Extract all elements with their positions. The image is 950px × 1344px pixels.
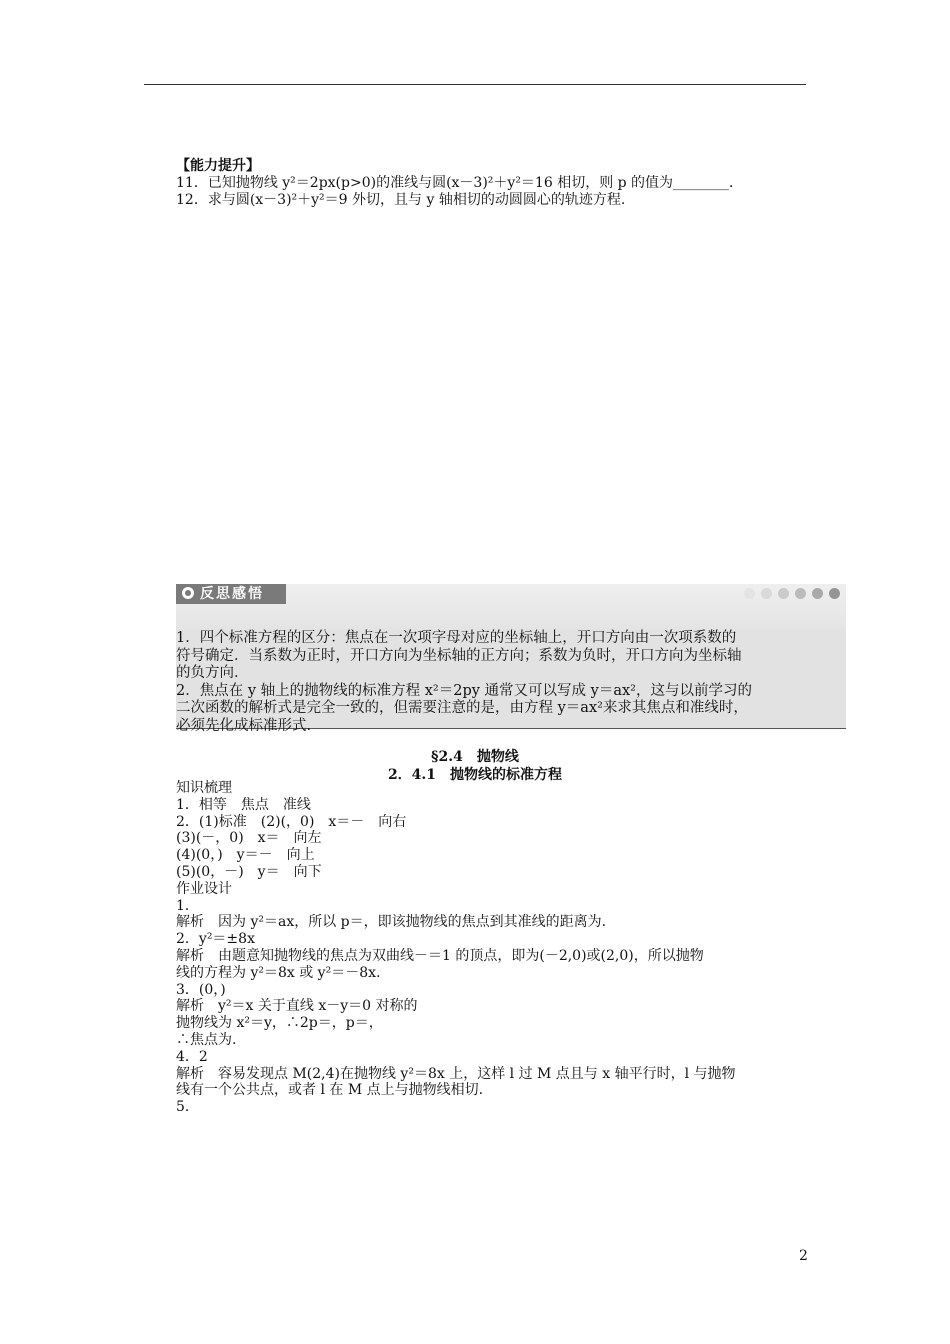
section-title: §2.4 抛物线	[431, 749, 519, 765]
answer-line: 2．(1)标准 (2)(，0) x＝－ 向右	[176, 813, 407, 830]
answer-line: 4．2	[176, 1048, 208, 1065]
page-number: 2	[799, 1248, 808, 1264]
reflection-header-bar	[176, 584, 846, 630]
ability-section	[176, 158, 743, 209]
answer-line: (3)(－，0) x＝ 向左	[176, 830, 322, 847]
answer-line: 解析 由题意知抛物线的焦点为双曲线－＝1 的顶点，即为(－2,0)或(2,0)，所以抛物	[176, 947, 704, 964]
answer-line: 知识梳理	[176, 780, 232, 796]
section-subtitle: 2．4.1 抛物线的标准方程	[387, 767, 563, 783]
dot-icon	[829, 588, 840, 599]
reflection-line: 1．四个标准方程的区分：焦点在一次项字母对应的坐标轴上，开口方向由一次项系数的	[176, 630, 737, 646]
ability-heading: 【能力提升】	[176, 158, 260, 174]
answer-line: 线有一个公共点，或者 l 在 M 点上与抛物线相切.	[176, 1082, 484, 1099]
reflection-line: 必须先化成标准形式.	[176, 717, 312, 734]
dot-icon	[744, 588, 755, 599]
reflection-line: 符号确定．当系数为正时，开口方向为坐标轴的正方向；系数为负时，开口方向为坐标轴	[176, 647, 742, 664]
answer-line: (5)(0，－) y＝ 向下	[176, 863, 322, 880]
header-rule	[144, 84, 806, 85]
reflection-text	[176, 630, 840, 735]
reflection-line: 二次函数的解析式是完全一致的，但需要注意的是，由方程 y＝ax²来求其焦点和准线时，	[176, 700, 748, 716]
answer-line: 线的方程为 y²＝8x 或 y²＝－8x.	[176, 964, 381, 981]
dot-icon	[761, 588, 772, 599]
answer-line: 5．	[176, 1099, 199, 1116]
dot-icon	[812, 588, 823, 599]
answer-line: 抛物线为 x²＝y，∴2p＝，p＝，	[176, 1015, 383, 1032]
answer-line: 解析 容易发现点 M(2,4)在抛物线 y²＝8x 上，这样 l 过 M 点且与 x 轴平行时，l 与抛物	[176, 1065, 736, 1082]
answer-list	[176, 780, 816, 1116]
bullet-circle-icon	[182, 587, 194, 599]
reflection-title: 反思感悟	[200, 586, 264, 602]
answer-line: 解析 因为 y²＝ax，所以 p＝，即该抛物线的焦点到其准线的距离为.	[176, 914, 607, 931]
answer-line: ∴焦点为.	[176, 1031, 237, 1048]
question-12: 12．求与圆(x－3)²＋y²＝9 外切，且与 y 轴相切的动圆圆心的轨迹方程.	[176, 192, 626, 208]
question-11: 11．已知抛物线 y²＝2px(p>0)的准线与圆(x－3)²＋y²＝16 相切，则 p 的值为________．	[176, 175, 744, 191]
decorative-dots	[744, 588, 840, 599]
reflection-tab	[176, 584, 286, 604]
dot-icon	[795, 588, 806, 599]
answer-line: 2．y²＝±8x	[176, 931, 255, 948]
answer-line: (4)(0，) y＝－ 向上	[176, 847, 315, 864]
reflection-line: 2．焦点在 y 轴上的抛物线的标准方程 x²＝2py 通常又可以写成 y＝ax²，这与以前学习的	[176, 682, 752, 699]
answer-line: 1．相等 焦点 准线	[176, 796, 311, 813]
reflection-line: 的负方向．	[176, 665, 249, 681]
answer-line: 1．	[176, 897, 199, 914]
answer-line: 3．(0，)	[176, 981, 226, 998]
dot-icon	[778, 588, 789, 599]
answer-line: 作业设计	[176, 880, 232, 897]
answer-line: 解析 y²＝x 关于直线 x－y＝0 对称的	[176, 998, 418, 1015]
